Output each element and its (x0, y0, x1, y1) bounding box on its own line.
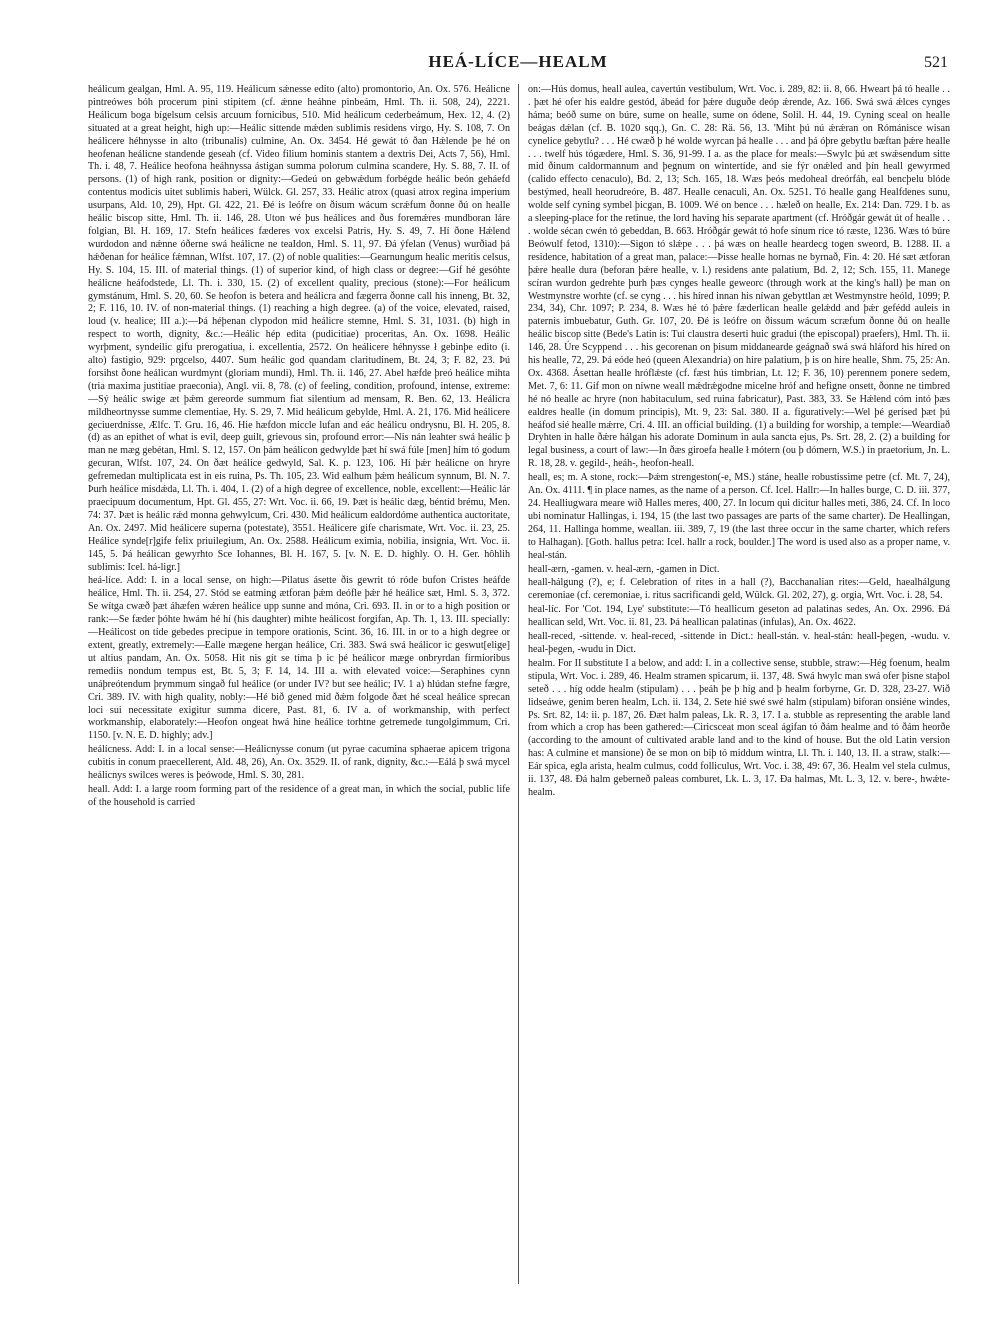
entry-text: heall-ærn, -gamen. v. heal-ærn, -gamen in Dict. (528, 563, 720, 575)
entry-text: heá-líce. Add: I. in a local sense, on high:—Pilatus ásette ðis gewrit tó róde bufon Cristes heáfde heálice, Hml. Th. ii. 254, 27. Stód se eatming ætforan þǽm deófle þǽr hé heálice sæt, Hml. S. 3, 372. Se wítga cwæð þæt áhæfen wǽren heálice upp sunne and móna, Cri. 693. II. in or to a high position or rank:—Se fæder þóhte hwám hé hí (his daughter) mihte heálicost forgifan, Ap. Th. 1, 13. III. specially:—Heálicost on tíde gebedes precipue in tempore orationis, Scint. 36, 16. III. in or to a high degree or extent, greatly, extremely:—Ealle mægene hergan heálice, Cri. 383. Swá swá heálicor ic geswut[elige] ut altius pandam, An. Ox. 5058. Hit nis gít se tíma þ ic þé heálicor mæge onbryrdan firmioribus remediis nondum tempus est, Bt. 5, 3; F. 14, 14. III a. with elevated voice:—Seraphines cynn unáþreótendum þrymmum singað ful heálice (or under IV? but see heálic; IV. 1 a) hlúdan stefne fægre, Cri. 389. IV. with high quality, nobly:—Hé bið gened mid ðǽm folgode ðæt hé sceal heálice sprecan loci sui necessitate exigitur summa dicere, Past. 81, 6. IV a. of workmanship, with perfect workmanship, elaborately:—Heofon ongeat hwá hine heálice torhtne getremede tungolgimmum, Cri. 1150. [v. N. E. D. highly; adv.] (88, 575, 510, 742)
running-title: HEÁ-LÍCE—HEALM (428, 52, 608, 71)
entry-text: heall, es; m. A stone, rock:—Þǽm strengeston(-e, MS.) stáne, healle robustissime petre (cf. Mt. 7, 24), An. Ox. 4111. ¶ in place names, as the name of a person. Cf. Icel. Hallr:—In halles burge, C. D. iii. 377, 24. Healliugwara meare wið Halles meres, 400, 27. In locum qui dicitur halles meti, 386, 24. Cf. In loco ubi nominatur Hallingas, i. 194, 15 (the last two passages are parts of the same charter). De Heallingan, 264, 11. Hallinga homme, weallan. iii. 389, 7, 19 (the last three occur in the same charter, which refers to Halhagan). [Goth. hallus petra: Icel. hallr a rock, boulder.] The word is used also as a proper name, v. heal-stán. (528, 472, 950, 561)
entry-text: heal-líc. For 'Cot. 194, Lye' substitute:—Tó heallicum geseton ad palatinas sedes, An. Ox. 2996. Ðá heallican seld, Wrt. Voc. ii. 81, 23. Þá heallican palatinas (infulas), An. Ox. 4622. (528, 604, 950, 629)
page-number: 521 (924, 54, 948, 71)
right-column (528, 84, 950, 1294)
entry-text: heálicum gealgan, Hml. A. 95, 119. Heálicum sǽnesse edito (alto) promontorio, An. Ox. 576. Heálicne pintreówes bóh procerum pini stipitem (cf. ǽnne heáhne pinbeám, Hml. Th. ii. 508, 24), 2221. Heálicum boga bígelsum celsis arcuum fornicibus, 510. Mid heálicum cederbeámum, Hex. 12, 4. (2) situated at a great height, high up:—Heálic sittende mǽden sublimis residens virgo, Hy. S. 108, 7. On heálicere héhnysse in alto (tribunalis) culmine, An. Ox. 3454. Hé gewát tó ðan Hǽlende þe hé on heofenan heálicne standende geseah (cf. Video filium hominis stantem a dextris Dei, Acts 7, 56), Hml. Th. i. 48, 7. Heálice heofona heáhnyssa ástigan summa polorum culmina scandere, Hy. S. 88, 7. II. of persons. (1) of high rank, position or dignity:—Gedeú on gebwǽdum forbégde heálic beón geháefd contentus modicis uitet sublimis haberi, Wülck. Gl. 257, 33. Heálic atrox (quasi atrox regina imperium usurpans, Ald. 10, 29), Hpt. Gl. 422, 21. Ðé is leófre on ðisum wácum scrǽfum ðonne ðú on healle heálic biscop sitte, Hml. Th. ii. 146, 28. Uton wé þus heálices and ðus foremǽres mundboran láre folgian, Bl. H. 169, 17. Stefn heálices fæderes vox excelsi Patris, Hy. S. 49, 7. Hí ðone Hǽlend wurdodon and nǽnne óðerne swá heálicne ne teaIdon, Hml. S. 11, 97. Ðá ýfelan (Venus) wurðiad þá hǽðenan for heálice fǽmnan, Wlfst. 107, 17. (2) of noble qualities:—Gearnungum healic meritis celsus, Hy. S. 104, 15. III. of material things. (1) of superior kind, of high class or degree:—Gif hé gesóhte heálicne heáfodstede, Ll. Th. i. 330, 15. (2) of excellent quality, precious (stone):—For heálicum gymstánum, Hml. S. 20, 60. Se heofon is betera and heálicra and fægerra ðonne call his inneng, Bt. 32, 2; F. 116, 10. IV. of non-material things. (1) reaching a high degree. (a) of the voice, elevated, raised, loud (v. healice; III a.):—Þá héþenan clypodon mid heálicre stemne, Hml. S. 31, 1031. (b) high in respect to worth, dignity, &c.:—Heálic hép edita (pudicitiae) proceritas, An. Ox. 1698. Heálic wyrþment, syndeilic gifu prerogatiua, i. excellentia, 2572. On heálicere héhnysse ł gebinþe edito (i. alto) fastigio, 929: prgcelso, 4407. Sum heálic god quandam claritudinem, Bt. 24, 3; F. 82, 23. Þú forsihst ðone heálican wurdmynt (gloriam mundi), Hml. Th. ii. 146, 27. Abel hæfde þreó heálice mihta (tria maxima justitiae praeconia), Angl. vii. 8, 78. (c) of feeling, condition, profound, intense, extreme:—Sý heálic swige æt þǽm gereorde summum fiat silentium ad mensam, R. Ben. 62, 13. Heálicra mildheortnysse summe clementiae, Hy. S. 29, 7. Mid heálicum gebylde, Hml. A. 21, 176. Mid heálicere geciuerdnisse, Ælfc. T. Gru. 16, 46. Hie hæfdon miccle lufan and eác heálicu ondrysnu, Bl. H. 205, 8. (d) as an epithet of what is evil, deep guilt, grievous sin, profound error:—Nis nán leahter swá heálic þ man ne mæg gebétan, Hml. S. 12, 157. On þám heálicon gedwylde þæt hí swá fúle [men] hím tó godum gecuran, Wlfst. 107, 24. On ðæt heálice gedwyld, Sal. K. p. 123, 106. Hí þǽr heálicne on hryre gefremedan multiplicata est in eis ruina, Ps. Th. 105, 23. Wid ealhum þǽm heálicum synnum, Bl. N. 7. Þurh heálice misdǽda, Ll. Th. i. 404, 1. (2) of a high degree of excellence, noble, excellent:—Heálic lár praecipuum documentum, Hpt. Gl. 455, 27: Wrt. Voc. ii. 66, 19. Þæt is heálic dæg, béntíd brému, Men. 74: 37. Þæt is heálic rǽd monna gehwylcum, Cri. 430. Mid heálicum ealdordóme authentica auctoritate, An. Ox. 2497. Mid heálicere superna (potestate), 3551. Heálicere gife charismate, Wrt. Voc. ii. 23, 25. Heálice synde[r]gife felix priuilegium, An. Ox. 2588. Heálicum eximia, nobilia, insignia, Wrt. Voc. ii. 145, 5. Þá heálican gewyrhto Sce Iohannes, Bl. H. 167, 5. [v. N. E. D. highly. O. H. Ger. hôhlih sublimis: Icel. há-ligr.] (88, 84, 510, 573)
entry-text: heall-hálgung (?), e; f. Celebration of rites in a hall (?), Bacchanalian rites:—Geld, haealhálgung ceremoniae (cf. ceremoniae, i. ritus sacrificandi geld, Wülck. Gl. 202, 27), g. orgia, Wrt. Voc. i. 28, 54. (528, 577, 950, 602)
entry-text: on:—Hús domus, heall aulea, cavertún vestibulum, Wrt. Voc. i. 289, 82: ii. 8, 66. Hweart þá tó healle . . . þæt hé ofer his ealdre gestód, ábeád for þǽre duguðe deóp ǽrende, Az. 166. Swá swá ǽlces cynges háma; beóð sume on búre, sume on healle, sume on ódene, Solil. H. 44, 19. Cyning sceal on healle beágas dǽlan (cf. B. 1020 sqq.), Gn. C. 28: Rä. 56, 13. 'Miht þú nú ǽrǽran on Rómánisce wisan cynelice gebytlu? . . . Hé cwæð þ hé wolde wyrcan þá healle . . . and þá óþre gebytlu bæftan þǽre healle . . . twelf hús tógædere, Hml. S. 36, 91-99. I a. as the place for meals:—Swylc þú æt swǽsendum sitte mid ðinum caldormannum and þegnum on wintertíde, and sie fýr onǽled and þín heall gewyrmed (calido effecto cenaculo), Bd. 2, 13; Sch. 165, 18. Wæs þeós medoheal dreórfáh, eal bencþelu blóde bestýmed, heall heorudreóre, B. 487. Healle cenaculi, An. Ox. 5251. Tó healle gang Healfdenes sunu, wolde self cyning symbel þicgan, B. 1009. Wé on bence . . . hæleð on healle, Ex. 214: Dan. 729. I b. as a sleeping-place for the retinue, the lord having his separate apartment (cf. Hróðgár gewát út of healle . . . wolde sécan cwén tó gebeddan, B. 663. Hróðgár gewát tó hofe sínum ríce tó ræste, 1236. Wæs tó búre Beówulf fetod, 1310):—Sigon tó slǽpe . . . þá wæs on healle heardecg togen sweord, B. 1288. II. a residence, habitation of a great man, palace:—Þisse healle hornas ne byrnað, Fin. 4: 20. Hé sæt ætforan þǽre healle dura (beforan þǽre healle, v. l.) residens ante palatium, Bd. 2, 12; Sch. 155, 11. Manege scíran wurdon gedrehte þurh þæs cynges healle geweorc (through work at the king's hall) þe man on Westmynstre worhte (cf. se cyng . . . his híred innan his níwan gebyttlan æt Westmynstre heóld, 1099; P. 234, 34), Chr. 1097; P. 234, 8. Wæs hé tó þǽre fæderlican healle gelǽdd and þǽr gefédd auleis in paternis imbuebatur, Guth. Gr. 107, 20. Ðé is leófre on ðissum wácum scræfum ðonne ðú on healle heálic biscop sitte (Bede's Latin is: Tui claustra deserti huic gradui (the episcopal) praefers), Hml. Th. ii. 146, 28. Úre Scyppend . . . his gecorenan on þisum middaneardе geágnað swá swá hláford his híred on his healle, 72, 29. Þá eóde heó (queen Alexandria) on hire palatium, þ is on hire healle, Shm. 75, 25: An. Ox. 4368. Ásettan healle hróflǽste (cf. fæst hús timbrian, Lt. 12; F. 36, 10) perennem ponere sedem, Met. 7, 6: 11. Gif mon on níwne weall mǽdrǽgodne micelne hróf and hefigne onsett, ðonne ne timbred hé nó healle ac hryre (non habitaculum, sed ruina fabricatur), Past. 383, 33. Se Hǽlend cóm intó þæs ealdres healle (in domum principis), Mt. 9, 23: Sal. 380. II a. figuratively:—Wel þé gerísed þæt þú heáfod sié healle mǽrre, Cri. 4. III. an official building. (1) a building for worship, a temple:—Weardiað Dryhten in halle ðǽre hálgan his adorate Dominum in aula sancta ejus, Ps. Srt. 28, 2. (2) a building for legal business, a court of law:—In ðæs giroefa healle ł mótern (ou þ dómern, W.S.) in praetorium, Jn. L. R. 18, 28. v. gegild-, heáh-, heofon-heall. (528, 84, 950, 470)
entry-text: heálícness. Add: I. in a local sense:—Heálicnysse conum (ut pyrae cacumina sphaerae apicem trigona cubitis in conum praecellerent, Ald. 48, 26), An. Ox. 3529. II. of rank, dignity, &c.:—Eálá þ swá mycel heálicnys swilces weres is þeówode, Hml. S. 30, 281. (88, 744, 510, 782)
left-column (88, 84, 510, 1294)
page-header (88, 52, 948, 76)
entry-text: healm. For II substitute I a below, and add: I. in a collective sense, stubble, straw:—Hég foenum, healm stipula, Wrt. Voc. i. 289, 46. Healm stramen spicarum, ii. 137, 48. Swá hwylc man swá ofer þisne staþol seteð . . . híg odde healm (stipulam) . . . þeáh þe þ híg and þ healm forbyrne, Gr. D. 328, 23-27. Wið lidseáwe, genim beren healm, Lch. ii. 134, 2. Sete hié swé swé halm (stipulam) biforan onsiéne windes, Ps. Srt. 82, 14: ii. p. 187, 26. Ðæt halm paleas, Lk. R. 3, 17. I a. stubble as representing the arable land from which a crop has been gathered:—Ciricsceat mon sceal ágifan tó ðám healme and tó ðám heorðe (according to the amount of cultivated arable land and to the kind of house. But the old Latin version has: A culmine et mansione) ðe se mon on biþ tó middum wintra, Ll. Th. i. 140, 13. II. a straw, stalk:—Eár spica, egla arista, healm culmus, codd folliculus, Wrt. Voc. i. 38, 49: 67, 36. Healm vel stela culmus, ii. 137, 48. Ðá halm geberneð paleas comburet, Lk. L. 3, 17. Ða halmas, Mt. L. 3, 12. v. bere-, hwǽte-healm. (528, 657, 950, 798)
text-columns (88, 84, 950, 1294)
entry-text: heall-reced, -sittende. v. heal-reced, -sittende in Dict.: heall-stán. v. heal-stán: heall-þegen, -wudu. v. heal-þegen, -wudu in Dict. (528, 631, 950, 655)
entry-text: heall. Add: I. a large room forming part of the residence of a great man, in which the social, public life of the household is carried (88, 783, 510, 808)
